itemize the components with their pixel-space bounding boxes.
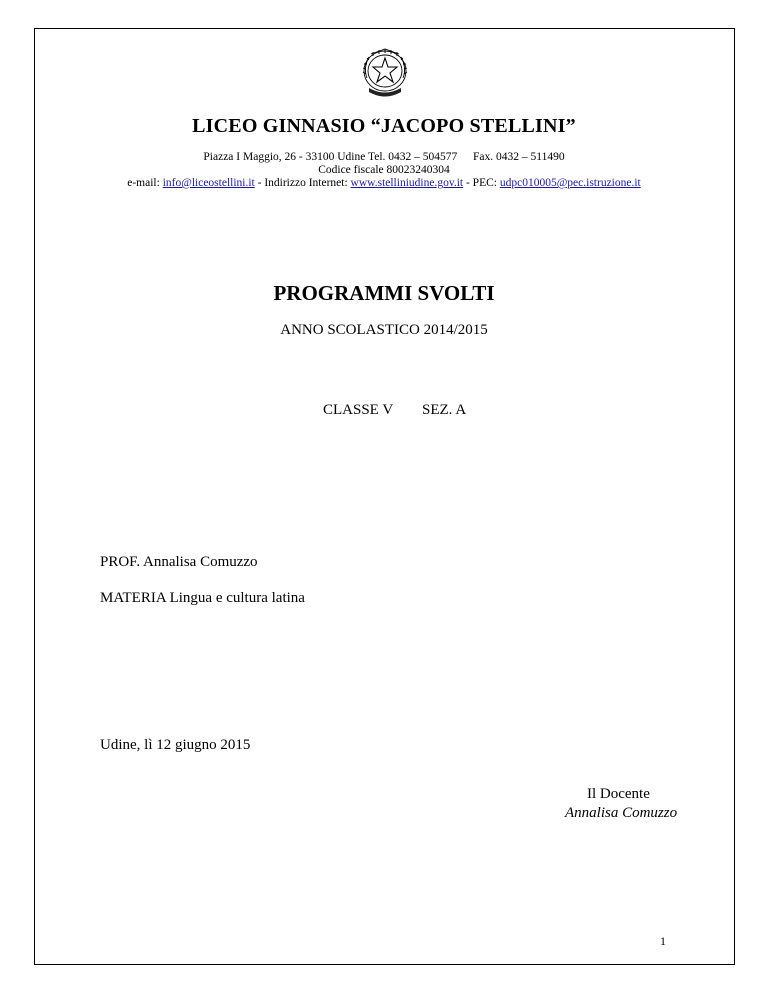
subject-line: MATERIA Lingua e cultura latina <box>100 590 305 606</box>
pec-link[interactable]: udpc010005@pec.istruzione.it <box>499 177 641 189</box>
email-label: e-mail: <box>127 177 160 189</box>
school-address: Piazza I Maggio, 26 - 33100 Udine Tel. 0432 – 504577 <box>203 151 458 163</box>
section-label: SEZ. A <box>422 402 467 418</box>
signature-name: Annalisa Comuzzo <box>565 805 678 821</box>
pec-label: - PEC: <box>465 177 497 189</box>
contacts-line <box>0 177 768 189</box>
class-label: CLASSE V <box>323 402 394 418</box>
website-link[interactable]: www.stelliniudine.gov.it <box>350 177 464 189</box>
school-fax: Fax. 0432 – 511490 <box>473 151 565 163</box>
codice-fiscale: Codice fiscale 80023240304 <box>318 164 450 176</box>
italian-republic-emblem-icon <box>357 44 413 102</box>
teacher-line: PROF. Annalisa Comuzzo <box>100 554 258 570</box>
page-number: 1 <box>660 934 666 948</box>
school-name: LICEO GINNASIO “JACOPO STELLINI” <box>192 115 576 137</box>
internet-label: - Indirizzo Internet: <box>257 177 348 189</box>
school-address-line <box>0 151 768 163</box>
school-year: ANNO SCOLASTICO 2014/2015 <box>280 322 488 338</box>
signature-label: Il Docente <box>587 786 650 802</box>
email-link[interactable]: info@liceostellini.it <box>162 177 255 189</box>
document-title: PROGRAMMI SVOLTI <box>273 281 495 305</box>
place-date: Udine, lì 12 giugno 2015 <box>100 737 251 753</box>
